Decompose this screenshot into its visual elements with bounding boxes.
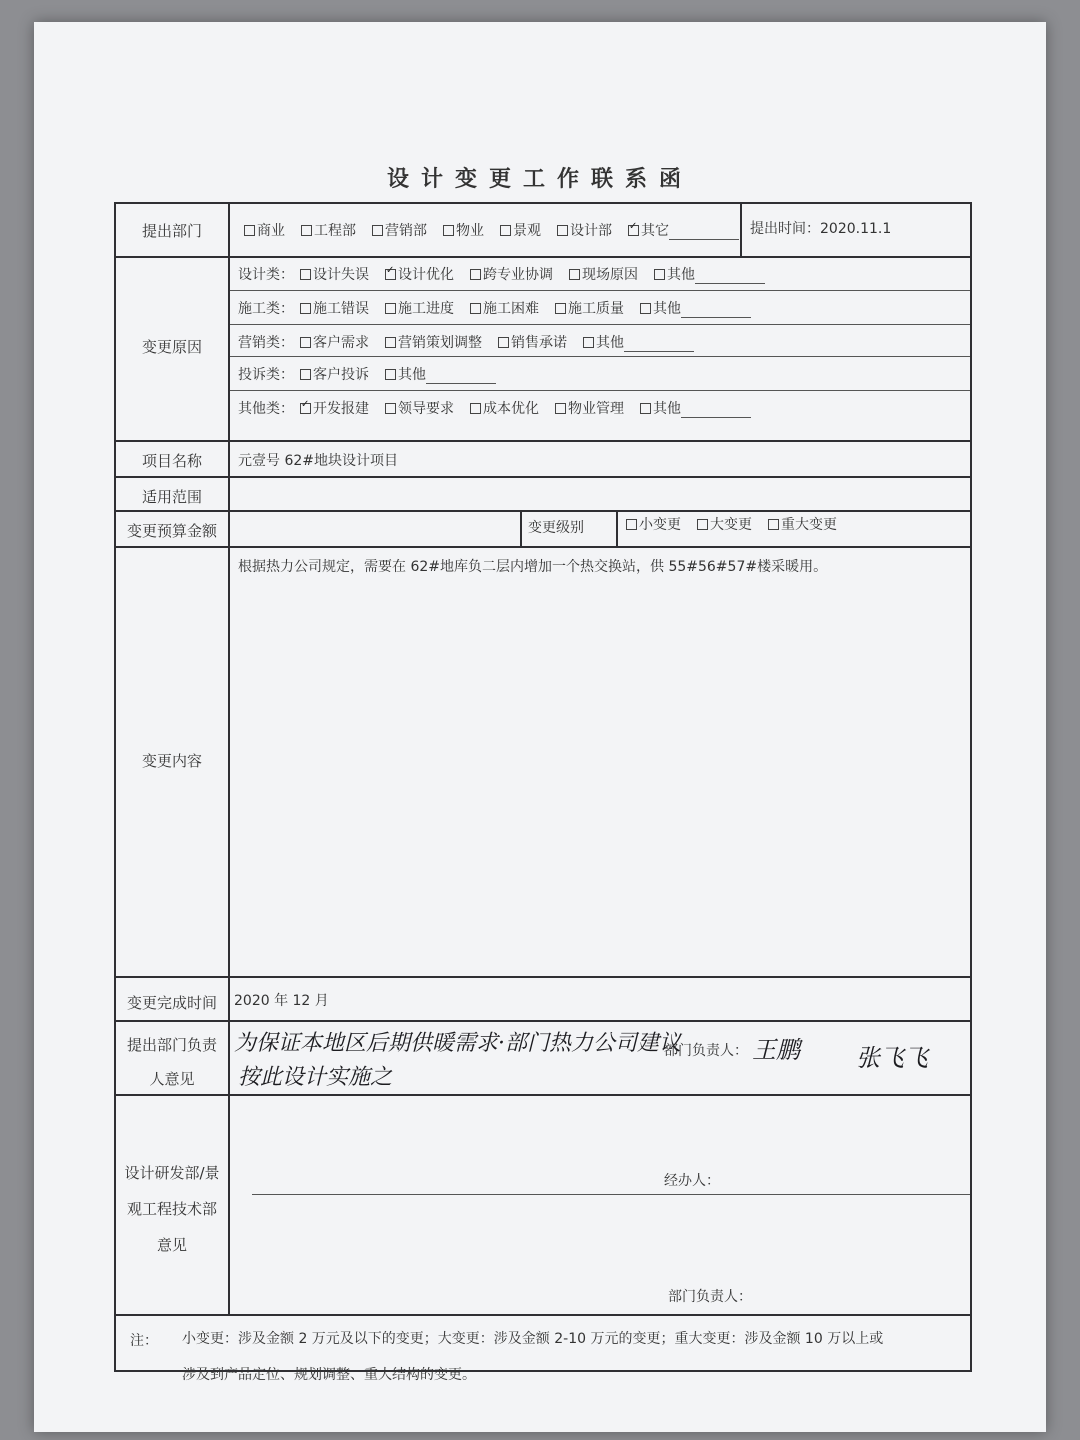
reason-option[interactable]	[385, 364, 496, 384]
reason-option-label: 领导要求	[398, 401, 454, 417]
note-line1: 小变更：涉及金额 2 万元及以下的变更；大变更：涉及金额 2-10 万元的变更；重大变更：涉及金额 10 万以上或	[182, 1331, 884, 1347]
submit-time-label: 提出时间：	[750, 221, 820, 237]
reason-option[interactable]	[555, 398, 624, 418]
reason-option-label: 其他	[667, 267, 695, 283]
checkbox-icon[interactable]	[500, 225, 511, 236]
checkbox-icon[interactable]	[768, 519, 779, 530]
department-option-label: 物业	[456, 223, 484, 239]
department-option-label: 设计部	[570, 223, 612, 239]
reason-option[interactable]	[654, 264, 765, 284]
reason-label: 变更原因	[141, 338, 202, 356]
checkbox-icon[interactable]	[583, 337, 594, 348]
project-value: 元壹号 62#地块设计项目	[238, 453, 398, 469]
content-label: 变更内容	[141, 752, 202, 770]
opinion-label-line1: 提出部门负责	[126, 1036, 217, 1054]
checkbox-icon[interactable]	[244, 225, 255, 236]
project-label: 项目名称	[141, 452, 202, 470]
opinion-handwriting-line1: 为保证本地区后期供暖需求·部门热力公司建议	[234, 1031, 681, 1056]
checkbox-icon[interactable]	[470, 269, 481, 280]
completion-label: 变更完成时间	[126, 994, 217, 1012]
checkbox-icon[interactable]	[300, 337, 311, 348]
reason-option-label: 设计优化	[398, 267, 454, 283]
design-dept-label-line1: 设计研发部/景	[124, 1164, 220, 1182]
change-level-option[interactable]	[626, 514, 681, 534]
checkbox-icon[interactable]	[301, 225, 312, 236]
checkbox-icon[interactable]	[300, 369, 311, 380]
reason-category-label: 施工类：	[238, 301, 294, 317]
department-option[interactable]	[443, 220, 484, 240]
department-option[interactable]	[557, 220, 612, 240]
checkbox-icon[interactable]	[557, 225, 568, 236]
reason-option[interactable]	[640, 298, 751, 318]
checkbox-icon[interactable]	[300, 303, 311, 314]
reason-option-label: 其他	[398, 367, 426, 383]
checkbox-icon[interactable]	[470, 403, 481, 414]
reason-option-label: 施工质量	[568, 301, 624, 317]
reason-option[interactable]	[470, 264, 553, 284]
department-options	[244, 220, 755, 240]
reason-option[interactable]	[640, 398, 751, 418]
department-option[interactable]	[244, 220, 285, 240]
checkbox-icon[interactable]	[385, 369, 396, 380]
reason-row	[238, 364, 512, 384]
reason-option-label: 其他	[653, 301, 681, 317]
change-level-option-label: 大变更	[710, 517, 752, 533]
fill-in-blank[interactable]	[695, 271, 765, 284]
content-value: 根据热力公司规定，需要在 62#地库负二层内增加一个热交换站，供 55#56#57#楼采暖用。	[238, 559, 828, 575]
reason-option[interactable]	[300, 264, 369, 284]
checkbox-icon[interactable]	[697, 519, 708, 530]
reason-option-label: 客户投诉	[313, 367, 369, 383]
reason-row	[238, 264, 781, 284]
reason-option[interactable]	[569, 264, 638, 284]
change-level-option[interactable]	[768, 514, 837, 534]
reason-option[interactable]	[385, 298, 454, 318]
checked-checkbox-icon[interactable]	[628, 225, 639, 236]
reason-option[interactable]	[583, 332, 694, 352]
reason-option[interactable]	[385, 332, 482, 352]
reason-option-label: 其他	[653, 401, 681, 417]
reason-option-label: 成本优化	[483, 401, 539, 417]
reason-option[interactable]	[300, 364, 369, 384]
checkbox-icon[interactable]	[498, 337, 509, 348]
handler-label: 经办人：	[664, 1173, 720, 1189]
reason-option-label: 施工进度	[398, 301, 454, 317]
reason-option-label: 设计失误	[313, 267, 369, 283]
fill-in-blank[interactable]	[624, 339, 694, 352]
change-level-options	[626, 514, 853, 534]
change-level-label: 变更级别	[528, 520, 584, 536]
reason-row	[238, 398, 767, 418]
opinion-head-label: 部门负责人：	[664, 1043, 748, 1059]
design-dept-label-line3: 意见	[156, 1236, 187, 1254]
department-option-label: 营销部	[385, 223, 427, 239]
form-title: 设计变更工作联系函	[386, 167, 693, 192]
opinion-label-line2: 人意见	[149, 1070, 195, 1088]
reason-option-label: 物业管理	[568, 401, 624, 417]
reason-option[interactable]	[385, 398, 454, 418]
reason-category-label: 其他类：	[238, 401, 294, 417]
note-line2: 涉及到产品定位、规划调整、重大结构的变更。	[182, 1367, 476, 1383]
department-label: 提出部门	[141, 222, 202, 240]
checkbox-icon[interactable]	[470, 303, 481, 314]
reason-option-label: 开发报建	[313, 401, 369, 417]
budget-label: 变更预算金额	[126, 522, 217, 540]
reason-option-label: 跨专业协调	[483, 267, 553, 283]
reason-option-label: 营销策划调整	[398, 335, 482, 351]
change-request-form	[114, 202, 972, 1383]
scope-label: 适用范围	[141, 488, 202, 506]
checkbox-icon[interactable]	[372, 225, 383, 236]
fill-in-blank[interactable]	[426, 371, 496, 384]
checkbox-icon[interactable]	[626, 519, 637, 530]
checkbox-icon[interactable]	[555, 303, 566, 314]
reason-row	[238, 332, 710, 352]
reason-option[interactable]	[470, 398, 539, 418]
department-option[interactable]	[628, 220, 739, 240]
checked-checkbox-icon[interactable]	[300, 403, 311, 414]
note-label: 注：	[130, 1333, 158, 1349]
completion-value: 2020 年 12 月	[234, 993, 329, 1009]
fill-in-blank[interactable]	[681, 305, 751, 318]
reason-option-label: 销售承诺	[511, 335, 567, 351]
reason-option-label: 其他	[596, 335, 624, 351]
department-option[interactable]	[500, 220, 541, 240]
reason-option[interactable]	[498, 332, 567, 352]
change-level-option[interactable]	[697, 514, 752, 534]
checkbox-icon[interactable]	[640, 403, 651, 414]
reason-option[interactable]	[300, 398, 369, 418]
reason-option[interactable]	[300, 298, 369, 318]
opinion-handwriting-line2: 按此设计实施之	[238, 1065, 393, 1090]
submit-time	[750, 218, 891, 238]
reason-option-label: 施工错误	[313, 301, 369, 317]
reason-option[interactable]	[470, 298, 539, 318]
checked-checkbox-icon[interactable]	[385, 269, 396, 280]
department-option-label: 商业	[257, 223, 285, 239]
fill-in-blank[interactable]	[681, 405, 751, 418]
fill-in-blank[interactable]	[669, 227, 739, 240]
reason-option[interactable]	[555, 298, 624, 318]
paper-sheet	[34, 22, 1046, 1432]
department-option-label: 其它	[641, 223, 669, 239]
reason-category-label: 营销类：	[238, 335, 294, 351]
submit-time-value: 2020.11.1	[820, 221, 892, 237]
reason-option-label: 客户需求	[313, 335, 369, 351]
design-head-label: 部门负责人：	[668, 1289, 752, 1305]
checkbox-icon[interactable]	[385, 337, 396, 348]
checkbox-icon[interactable]	[569, 269, 580, 280]
department-option[interactable]	[301, 220, 356, 240]
department-option[interactable]	[372, 220, 427, 240]
department-option-label: 工程部	[314, 223, 356, 239]
department-option-label: 景观	[513, 223, 541, 239]
checkbox-icon[interactable]	[555, 403, 566, 414]
change-level-option-label: 小变更	[639, 517, 681, 533]
opinion-signature-2: 张飞飞	[856, 1044, 928, 1072]
reason-category-label: 投诉类：	[238, 367, 294, 383]
change-level-option-label: 重大变更	[781, 517, 837, 533]
reason-option-label: 施工困难	[483, 301, 539, 317]
checkbox-icon[interactable]	[443, 225, 454, 236]
reason-option[interactable]	[385, 264, 454, 284]
checkbox-icon[interactable]	[385, 403, 396, 414]
reason-row	[238, 298, 767, 318]
checkbox-icon[interactable]	[640, 303, 651, 314]
checkbox-icon[interactable]	[654, 269, 665, 280]
reason-category-label: 设计类：	[238, 267, 294, 283]
checkbox-icon[interactable]	[385, 303, 396, 314]
reason-option-label: 现场原因	[582, 267, 638, 283]
checkbox-icon[interactable]	[300, 269, 311, 280]
reason-option[interactable]	[300, 332, 369, 352]
opinion-signature-1: 王鹏	[752, 1036, 800, 1064]
design-dept-label-line2: 观工程技术部	[126, 1200, 217, 1218]
